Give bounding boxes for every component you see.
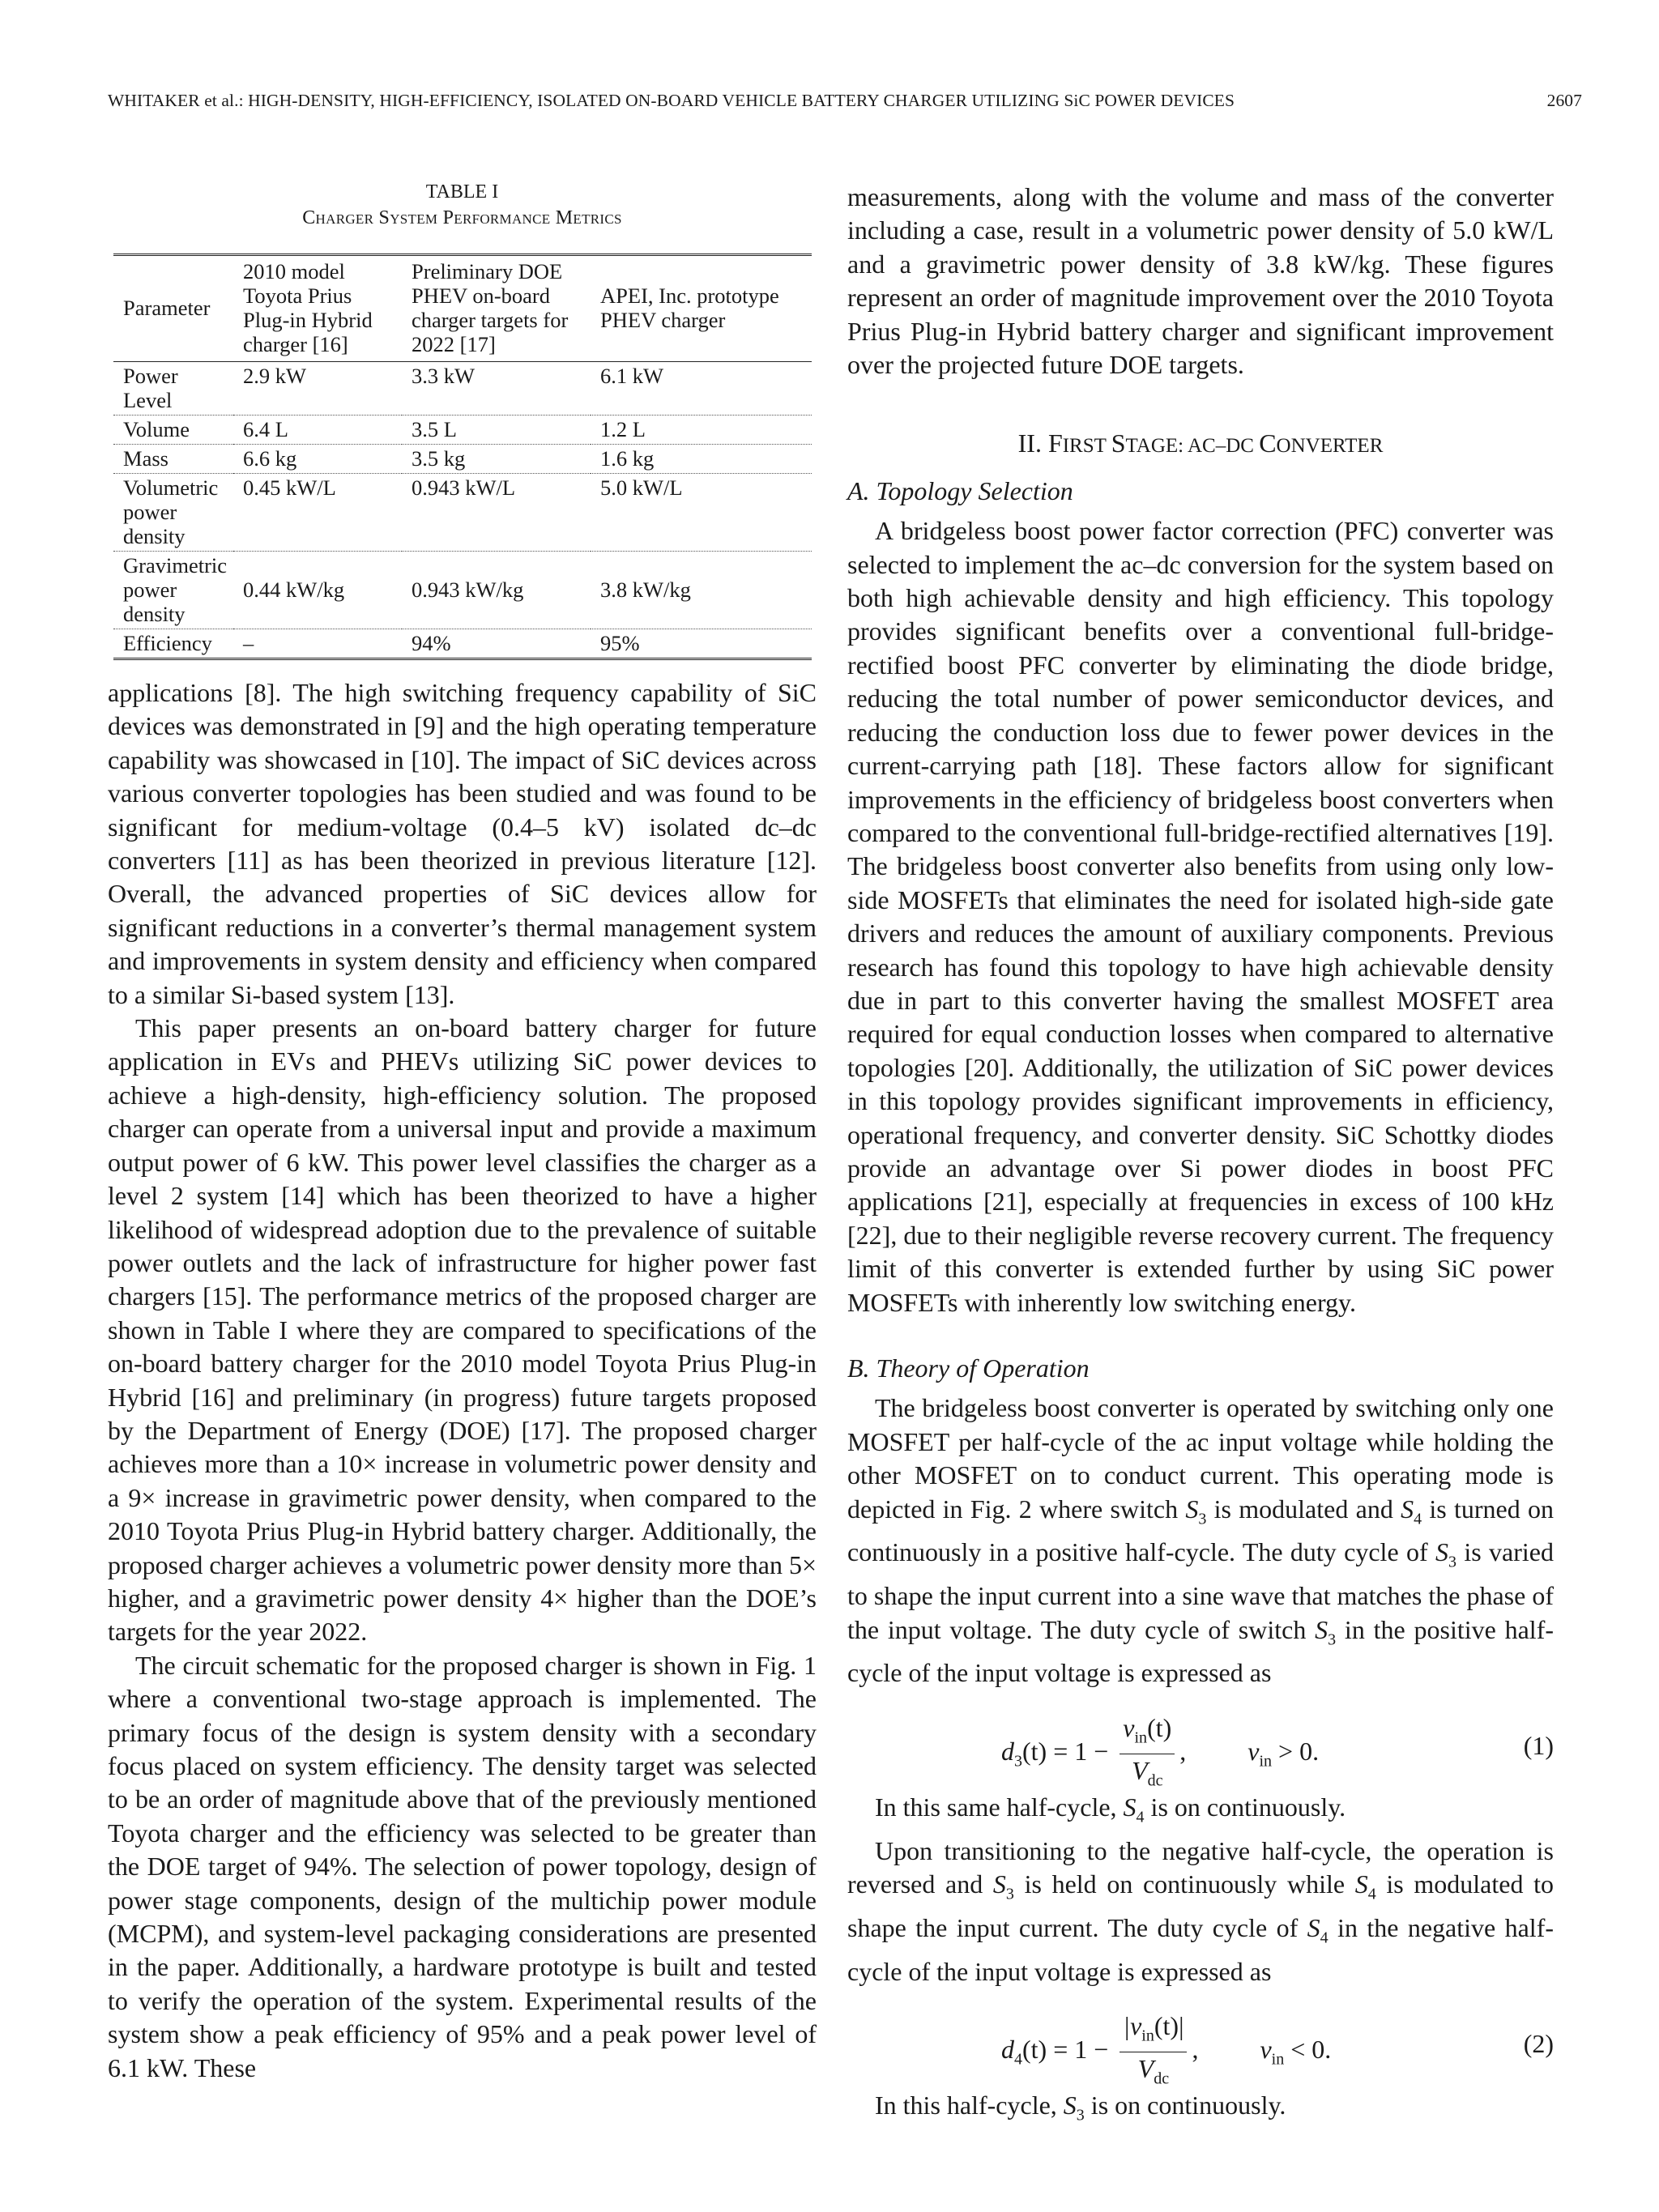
table-cell: 3.8 kW/kg bbox=[600, 578, 691, 602]
table-cell: 0.943 kW/kg bbox=[412, 578, 524, 602]
table-cell: 6.6 kg bbox=[243, 446, 297, 471]
table-cell: 1.2 L bbox=[600, 417, 646, 441]
table-cell: 94% bbox=[412, 631, 451, 655]
table-cell: 6.1 kW bbox=[600, 364, 664, 388]
paragraph: The circuit schematic for the proposed charger is shown in Fig. 1 where a conventional two-stage approach is implemented. The primary focus of the design is system density with a secondary focus placed on system efficiency. The density target was selected to be an order of magnitude above that of the previously mentioned Toyota charger and the efficiency was selected to be greater than the DOE target of 94%. The selection of power topology, design of power stage components, design of the multichip power module (MCPM), and system-level packaging considerations are presented in the paper. Additionally, a hardware prototype is built and tested to verify the operation of the system. Experimental results of the system show a peak efficiency of 95% and a peak power level of 6.1 kW. These bbox=[108, 1650, 817, 2082]
table-row bbox=[113, 552, 812, 629]
left-column bbox=[108, 676, 817, 2085]
paragraph: measurements, along with the volume and mass of the converter including a case, result in a volumetric power density of 5.0 kW/L and a gravimetric power density of 3.8 kW/kg. These figures represent an order of magnitude improvement over the 2010 Toyota Prius Plug-in Hybrid battery charger and significant improvement over the projected future DOE targets. bbox=[847, 182, 1554, 380]
paragraph: Upon transitioning to the negative half-cycle, the operation is reversed and $S_3$ is held on continuously while $S_4$ is modulated to shape the input current. The duty cycle of $S_4$ in the negative half-cycle of the input voltage is expressed as bbox=[847, 1835, 1555, 1986]
paragraph: In this same half-cycle, $S_4$ is on continuously. bbox=[875, 1792, 1346, 1826]
paragraph: This paper presents an on-board battery charger for future application in EVs and PHEVs utilizing SiC power devices to achieve a high-density, high-efficiency solution. The proposed charger can operate from a universal input and provide a maximum output power of 6 kW. This power level classifies the charger as a level 2 system [14] which has been theorized to have a higher likelihood of widespread adoption due to the prevalence of suitable power outlets and the lack of infrastructure for higher power fast chargers [15]. The performance metrics of the proposed charger are shown in Table I where they are compared to specifications of the on-board battery charger for the 2010 model Toyota Prius Plug-in Hybrid [16] and preliminary (in progress) future targets proposed by the Department of Energy (DOE) [17]. The proposed charger achieves more than a 10× increase in volumetric power density and a 9× increase in gravimetric power density, when compared to the 2010 Toyota Prius Plug-in Hybrid battery charger. Additionally, the proposed charger achieves a volumetric power density more than 5× higher, and a gravimetric power density 4× higher than the DOE’s targets for the year 2022. bbox=[108, 1013, 817, 1647]
right-column bbox=[847, 181, 1554, 2133]
performance-table bbox=[113, 254, 812, 660]
table-cell: 2.9 kW bbox=[243, 364, 307, 388]
table-cell: Volumetric power density bbox=[123, 475, 219, 548]
running-title: WHITAKER et al.: HIGH-DENSITY, HIGH-EFFICIENCY, ISOLATED ON-BOARD VEHICLE BATTERY CHARGER UTILIZING SiC POWER DEVICES bbox=[108, 91, 1235, 110]
table-cell: 3.3 kW bbox=[412, 364, 476, 388]
paragraph: applications [8]. The high switching frequency capability of SiC devices was demonstrated in [9] and the high operating temperature capability was showcased in [10]. The impact of SiC devices across various converter topologies has been studied and was found to be significant for medium-voltage (0.4–5 kV) isolated dc–dc converters [11] as has been theorized in previous literature [12]. Overall, the advanced properties of SiC devices allow for significant reductions in a converter’s thermal management system and improvements in system density and efficiency when compared to a similar Si-based system [13]. bbox=[108, 678, 817, 1009]
table-cell: 3.5 kg bbox=[412, 446, 466, 471]
subsection-heading: B. Theory of Operation bbox=[847, 1353, 1090, 1383]
table-cell: – bbox=[243, 631, 254, 655]
table-row bbox=[113, 416, 812, 445]
table-header-cell: APEI, Inc. prototype PHEV charger bbox=[600, 283, 779, 332]
section-heading: II. FIRST STAGE: AC–DC CONVERTER bbox=[1017, 428, 1384, 458]
table-caption: Charger System Performance Metrics bbox=[302, 207, 622, 228]
table-cell: Mass bbox=[123, 446, 168, 471]
table-header-cell: Parameter bbox=[123, 296, 211, 320]
equation-number: (2) bbox=[1523, 2029, 1554, 2059]
table-cell: 3.5 L bbox=[412, 417, 457, 441]
table-cell: 0.45 kW/L bbox=[243, 475, 336, 500]
table-cell: Gravimetric power density bbox=[123, 553, 228, 626]
page-number: 2607 bbox=[1546, 91, 1582, 110]
table-cell: Power Level bbox=[123, 364, 178, 412]
table-row bbox=[113, 445, 812, 474]
paragraph: The bridgeless boost converter is operated by switching only one MOSFET per half-cycle of the ac input voltage while holding the other MOSFET on to conduct current. This operating mode is depicted in Fig. 2 where switch $S_3$ is modulated and $S_4$ is turned on continuously in a positive half-cycle. The duty cycle of $S_3$ is varied to shape the input current into a sine wave that matches the phase of the input voltage. The duty cycle of switch $S_3$ in the positive half-cycle of the input voltage is expressed as bbox=[847, 1393, 1555, 1688]
equation-2: $d_4(t) = 1$ − $\frac{|v_{in}(t)|}{V_{dc}}$ , $v_{in} < 0$. (2) bbox=[1001, 2011, 1554, 2088]
table-cell: Volume bbox=[123, 417, 190, 441]
table-header-cell: Preliminary DOE PHEV on-board charger targets for 2022 [17] bbox=[412, 259, 569, 356]
table-cell: 5.0 kW/L bbox=[600, 475, 683, 500]
paragraph: A bridgeless boost power factor correction (PFC) converter was selected to implement the ac–dc conversion for the system based on both high achievable density and high efficiency. This topology provides significant benefits over a conventional full-bridge-rectified boost PFC converter by eliminating the diode bridge, reducing the total number of power semiconductor devices, and reducing the conduction loss due to fewer power devices in the current-carrying path [18]. These factors allow for significant improvements in the efficiency of bridgeless boost converters when compared to the conventional full-bridge-rectified alternatives [19]. The bridgeless boost converter also benefits from using only low-side MOSFETs that eliminates the need for isolated high-side gate drivers and reduces the amount of auxiliary components. Previous research has found this topology to have high achievable density due in part to this converter having the smallest MOSFET area required for equal conduction losses when compared to alternative topologies [20]. Additionally, the utilization of SiC power devices in this topology provides significant improvements in efficiency, operational frequency, and converter density. SiC Schottky diodes provide an advantage over Si power diodes in boost PFC applications [21], especially at frequencies in excess of 100 kHz [22], due to their negligible reverse recovery current. The frequency limit of this converter is extended further by using SiC power MOSFETs with inherently low switching energy. bbox=[847, 516, 1554, 1317]
table-row bbox=[113, 474, 812, 552]
table-header-row bbox=[113, 255, 812, 362]
equation-number: (1) bbox=[1523, 1730, 1554, 1760]
table-row bbox=[113, 629, 812, 659]
table-header-cell: 2010 model Toyota Prius Plug-in Hybrid charger [16] bbox=[243, 259, 373, 356]
table-cell: 0.943 kW/L bbox=[412, 475, 516, 500]
table-cell: 6.4 L bbox=[243, 417, 288, 441]
equation-1: $d_3(t) = 1$ − $\frac{v_{in}(t)}{V_{dc}}$ , $v_{in} > 0$. (1) bbox=[1001, 1712, 1554, 1790]
table-row bbox=[113, 362, 812, 416]
table-cell: 95% bbox=[600, 631, 640, 655]
table-cell: 0.44 kW/kg bbox=[243, 578, 345, 602]
table-label: TABLE I bbox=[425, 181, 499, 202]
paragraph: In this half-cycle, $S_3$ is on continuously. bbox=[875, 2091, 1286, 2125]
table-cell: 1.6 kg bbox=[600, 446, 655, 471]
subsection-heading: A. Topology Selection bbox=[847, 475, 1073, 505]
table-cell: Efficiency bbox=[123, 631, 212, 655]
